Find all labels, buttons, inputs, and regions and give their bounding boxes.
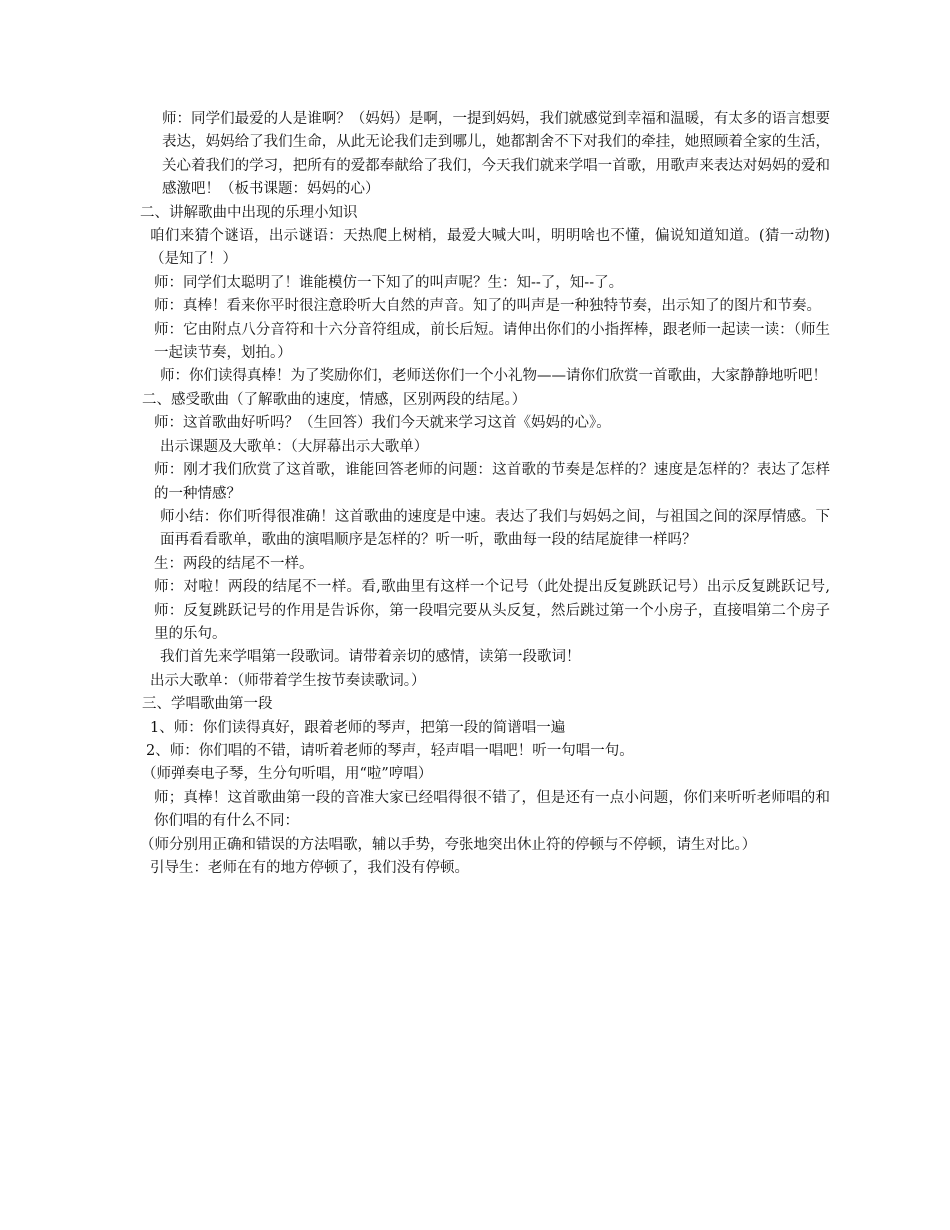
paragraph-song-intro: 师：这首歌曲好听吗？（生回答）我们今天就来学习这首《妈妈的心》。 — [154, 415, 611, 432]
paragraph-step-1: 1、师：你们读得真好，跟着老师的琴声，把第一段的简谱唱一遍 — [150, 719, 566, 736]
paragraph-student-answer: 生：两段的结尾不一样。 — [154, 555, 314, 572]
paragraph-intro: 师：同学们最爱的人是谁啊？（妈妈）是啊，一提到妈妈，我们就感觉到幸福和温暖，有太多的语言想要表达，妈妈给了我们生命，从此无论我们走到哪儿，她都割舍不下对我们的牵挂，她照顾着全家的生活，关心着我们的学习，把所有的爱都奉献给了我们，今天我们就来学唱一首歌，用歌声来表达对妈妈的爱和感激吧！（板书课题：妈妈的心） — [162, 111, 830, 198]
paragraph-riddle: 咱们来猜个谜语，出示谜语：天热爬上树梢，最爱大喊大叫，明明啥也不懂，偏说知道知道。(猜一动物)（是知了！） — [150, 228, 830, 268]
paragraph-gift-song: 师：你们读得真棒！为了奖励你们，老师送你们一个小礼物——请你们欣赏一首歌曲，大家静静地听吧！ — [160, 368, 827, 385]
paragraph-note-values: 师：它由附点八分音符和十六分音符组成，前长后短。请伸出你们的小指挥棒，跟老师一起读一读：（师生一起读节奏，划拍。） — [154, 321, 830, 362]
paragraph-cicada-rhythm: 师：真棒！看来你平时很注意聆听大自然的声音。知了的叫声是一种独特节奏，出示知了的图片和节奏。 — [154, 298, 821, 315]
paragraph-right-wrong: （师分别用正确和错误的方法唱歌，辅以手势，夸张地突出休止符的停顿与不停顿，请生对比。） — [140, 836, 757, 853]
paragraph-guide-student: 引导生：老师在有的地方停顿了，我们没有停顿。 — [150, 860, 469, 876]
paragraph-repeat-sign: 师：对啦！两段的结尾不一样。看,歌曲里有这样一个记号（此处提出反复跳跃记号）出示反复跳跃记号,师：反复跳跃记号的作用是告诉你，第一段唱完要从头反复，然后跳过第一个小房子，直接唱第二个房子里的乐句。 — [154, 579, 830, 642]
paragraph-show-title: 出示课题及大歌单：（大屏幕出示大歌单） — [160, 438, 429, 455]
paragraph-big-songsheet: 出示大歌单：（师带着学生按节奏读歌词。） — [150, 672, 426, 689]
paragraph-listen-difference: 师；真棒！这首歌曲第一段的音准大家已经唱得很不错了，但是还有一点小问题，你们来听听老师唱的和你们唱的有什么不同： — [154, 789, 830, 830]
paragraph-keyboard-hum: （师弹奏电子琴，生分句听唱，用“啦”哼唱） — [142, 766, 433, 783]
paragraph-first-verse: 我们首先来学唱第一段歌词。请带着亲切的感情，读第一段歌词！ — [160, 649, 581, 666]
section-heading-2a: 二、讲解歌曲中出现的乐理小知识 — [140, 204, 358, 221]
section-heading-3: 三、学唱歌曲第一段 — [142, 696, 273, 713]
document-page — [140, 108, 830, 880]
paragraph-questions: 师：刚才我们欣赏了这首歌，谁能回答老师的问题：这首歌的节奏是怎样的？速度是怎样的？表达了怎样的一种情感？ — [154, 462, 830, 502]
paragraph-step-2: 2、师：你们唱的不错，请听着老师的琴声，轻声唱一唱吧！听一句唱一句。 — [146, 742, 634, 759]
paragraph-cicada-mimic: 师：同学们太聪明了！谁能模仿一下知了的叫声呢？生：知--了，知--了。 — [154, 274, 624, 291]
paragraph-summary: 师小结：你们听得很准确！这首歌曲的速度是中速。表达了我们与妈妈之间，与祖国之间的深厚情感。下面再看看歌单，歌曲的演唱顺序是怎样的？听一听，歌曲每一段的结尾旋律一样吗？ — [160, 508, 830, 549]
section-heading-2b: 二、感受歌曲（了解歌曲的速度，情感，区别两段的结尾。） — [142, 391, 527, 408]
